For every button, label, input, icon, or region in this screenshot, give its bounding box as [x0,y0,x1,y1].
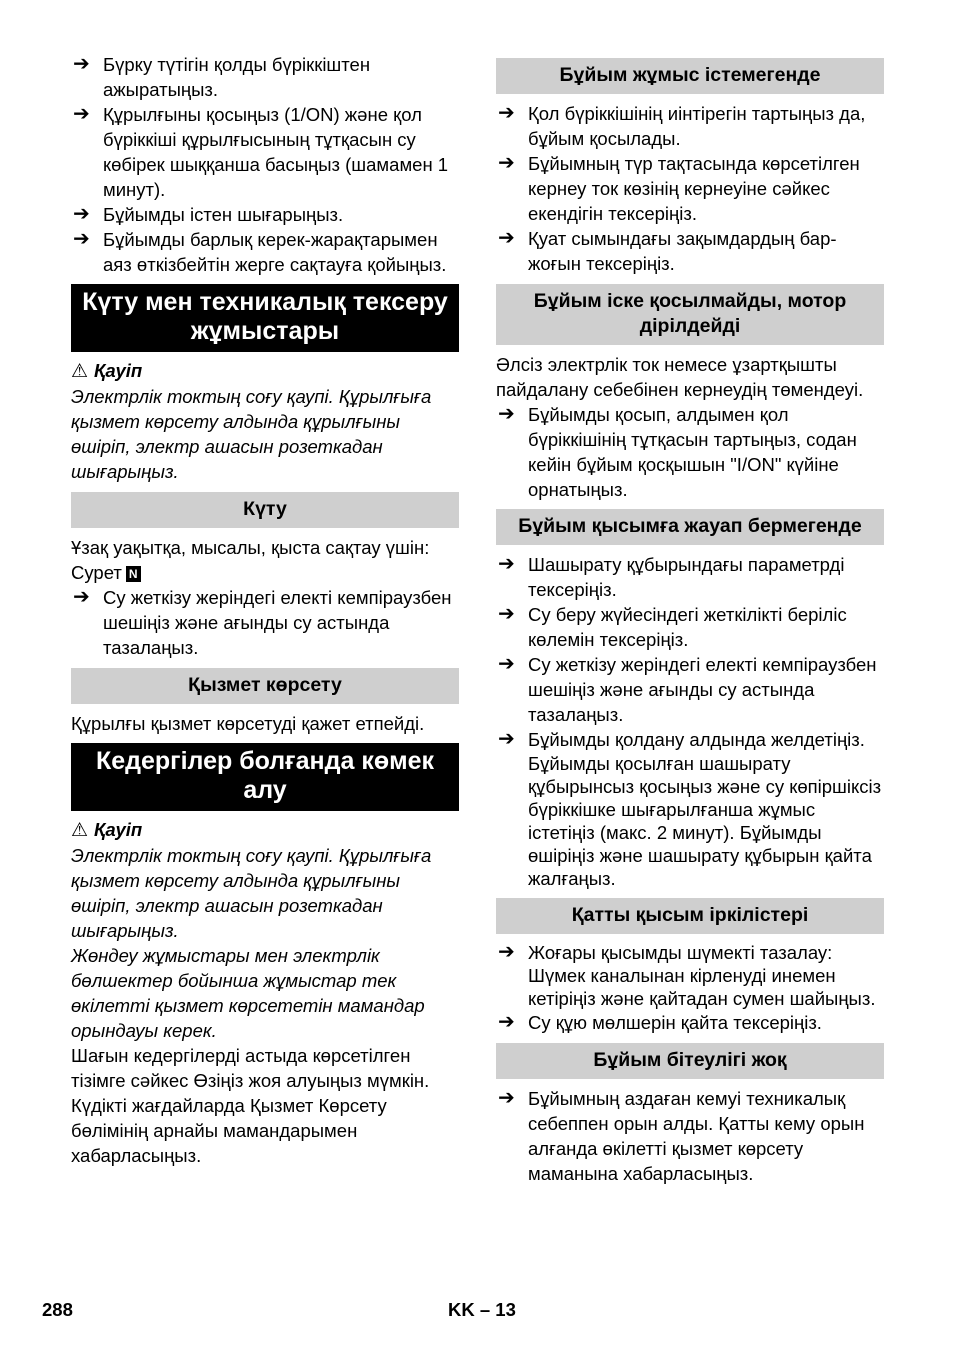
list-item: ➔ Жоғары қысымды шүмекті тазалау: Шүмек каналынан кірленуді инемен кетіріңіз және қайтадан сумен шайыңыз. [498,941,876,1009]
warning-triangle-icon: ⚠ [71,820,89,841]
list-item: ➔ Бұйымның түр тақтасында көрсетілген кернеу ток көзінің кернеуіне сәйкес екендігін тексеріңіз. [498,152,860,224]
list-item: ➔ Қол бүріккішінің иінтірегін тартыңыз да, бұйым қосылады. [498,102,866,149]
arrow-right-icon: ➔ [498,603,515,625]
subsection-heading-not-working: Бұйым жұмыс істемегенде [496,58,884,94]
list-item: ➔ Құрылғыны қосыңыз (1/ON) және қол бүріккіші құрылғысының тұтқасын су көбірек шыққанша басыңыз (шамамен 1 минут). [73,103,449,200]
arrow-right-icon: ➔ [498,102,515,124]
page-number: 288 [42,1299,73,1320]
subsection-heading-care: Күту [71,492,459,528]
arrow-right-icon: ➔ [498,553,515,575]
trouble-text: Шағын кедергілерді астыда көрсетілген тізімге сәйкес Өзіңіз жоя алуыңыз мүмкін. [71,1045,430,1091]
list-item: ➔ Бүрку түтігін қолды бүріккіштен ажыратыңыз. [73,53,371,100]
arrow-right-icon: ➔ [498,941,515,963]
arrow-right-icon: ➔ [73,586,90,608]
subsection-heading-leak: Бұйым бітеулігі жоқ [496,1043,884,1079]
subsection-heading-motor-hums: Бұйым іске қосылмайды, мотор дірілдейді [496,284,884,345]
list-item: ➔ Бұйымды барлық керек-жарақтарымен аяз өткізбейтін жерге сақтауға қойыңыз. [73,228,447,275]
subsection-heading-no-pressure: Бұйым қысымға жауап бермегенде [496,509,884,545]
arrow-right-icon: ➔ [73,203,90,225]
warning-block: ⚠ Қауіп Электрлік токтың соғу қаупі. Құрылғыға қызмет көрсету алдында құрылғыны өшіріп, электр ашасын розеткадан шығарыңыз. [71,360,432,482]
list-item: ➔ Су жеткізу жеріндегі електі кемпіраузбен шешіңіз және ағынды су астында тазалаңыз. [498,653,877,725]
service-text: Құрылғы қызмет көрсетуді қажет етпейді. [71,713,425,734]
list-item: ➔ Су беру жүйесіндегі жеткілікті беріліс көлемін тексеріңіз. [498,603,847,650]
arrow-right-icon: ➔ [498,728,515,750]
section-heading-troubleshooting: Кедергілер болғанда көмек алу [71,743,459,811]
figure-id-badge: N [126,566,141,582]
list-item: ➔ Шашырату құбырындағы параметрді тексеріңіз. [498,553,845,600]
arrow-right-icon: ➔ [498,653,515,675]
list-item: ➔ Су жеткізу жеріндегі електі кемпіраузбен шешіңіз және ағынды су астында тазалаңыз. [73,586,452,658]
right-column [496,58,884,1186]
list-item: ➔ Қуат сымындағы зақымдардың бар-жоғын тексеріңіз. [498,227,837,274]
list-item: ➔ Бұйымның аздаған кемуі техникалық себеппен орын алды. Қатты кему орын алғанда өкілетті қызмет көрсету маманына хабарласыңыз. [498,1087,865,1184]
warning-triangle-icon: ⚠ [71,361,89,382]
list-item-detail: Бұйымды қосылған шашырату құбырынсыз қосыңыз және су көпіршіксіз бүріккішке шығарылғанша жұмыс істетіңіз (макс. 2 минут). Бұйымды өшіріңіз және шашырату құбырын қайта жалғаңыз. [528,753,882,889]
arrow-right-icon: ➔ [498,227,515,249]
arrow-right-icon: ➔ [498,1011,515,1033]
list-item: ➔ Бұйымды қолдану алдында желдетіңіз. [498,728,865,750]
arrow-right-icon: ➔ [73,53,90,75]
section-code: KK – 13 [448,1299,516,1320]
list-item: ➔ Бұйымды қосып, алдымен қол бүріккішінің тұтқасын тартыңыз, содан кейін бұйым қосқышын "I/ON" күйіне орнатыңыз. [498,403,857,500]
warning-block: ⚠ Қауіп Электрлік токтың соғу қаупі. Құрылғыға қызмет көрсету алдында құрылғыны өшіріп, электр ашасын розеткадан шығарыңыз. Жөндеу жұмыстары мен электрлік бөлшектер бойынша жұмыстар тек өкілетті қызмет көрсететін мамандар орындауы керек. [71,819,432,1041]
trouble-text: Күдікті жағдайларда Қызмет Көрсету бөлімінің арнайы мамандарымен хабарласыңыз. [71,1095,387,1166]
arrow-right-icon: ➔ [73,103,90,125]
subsection-heading-pressure-fluctuations: Қатты қысым іркілістері [496,898,884,934]
subsection-heading-service: Қызмет көрсету [71,668,459,704]
arrow-right-icon: ➔ [73,228,90,250]
left-column [71,52,459,1168]
section-heading-care-maintenance: Күту мен техникалық тексеру жұмыстары [71,284,459,352]
figure-reference: Сурет N [71,560,459,585]
arrow-right-icon: ➔ [498,1087,515,1109]
care-text: Ұзақ уақытқа, мысалы, қыста сақтау үшін: [71,537,430,558]
arrow-right-icon: ➔ [498,403,515,425]
cause-text: Әлсіз электрлік ток немесе ұзартқышты пайдалану себебінен кернеудің төмендеуі. [496,354,864,400]
list-item: ➔ Су құю мөлшерін қайта тексеріңіз. [498,1011,822,1033]
arrow-right-icon: ➔ [498,152,515,174]
list-item: ➔ Бұйымды істен шығарыңыз. [73,203,344,225]
